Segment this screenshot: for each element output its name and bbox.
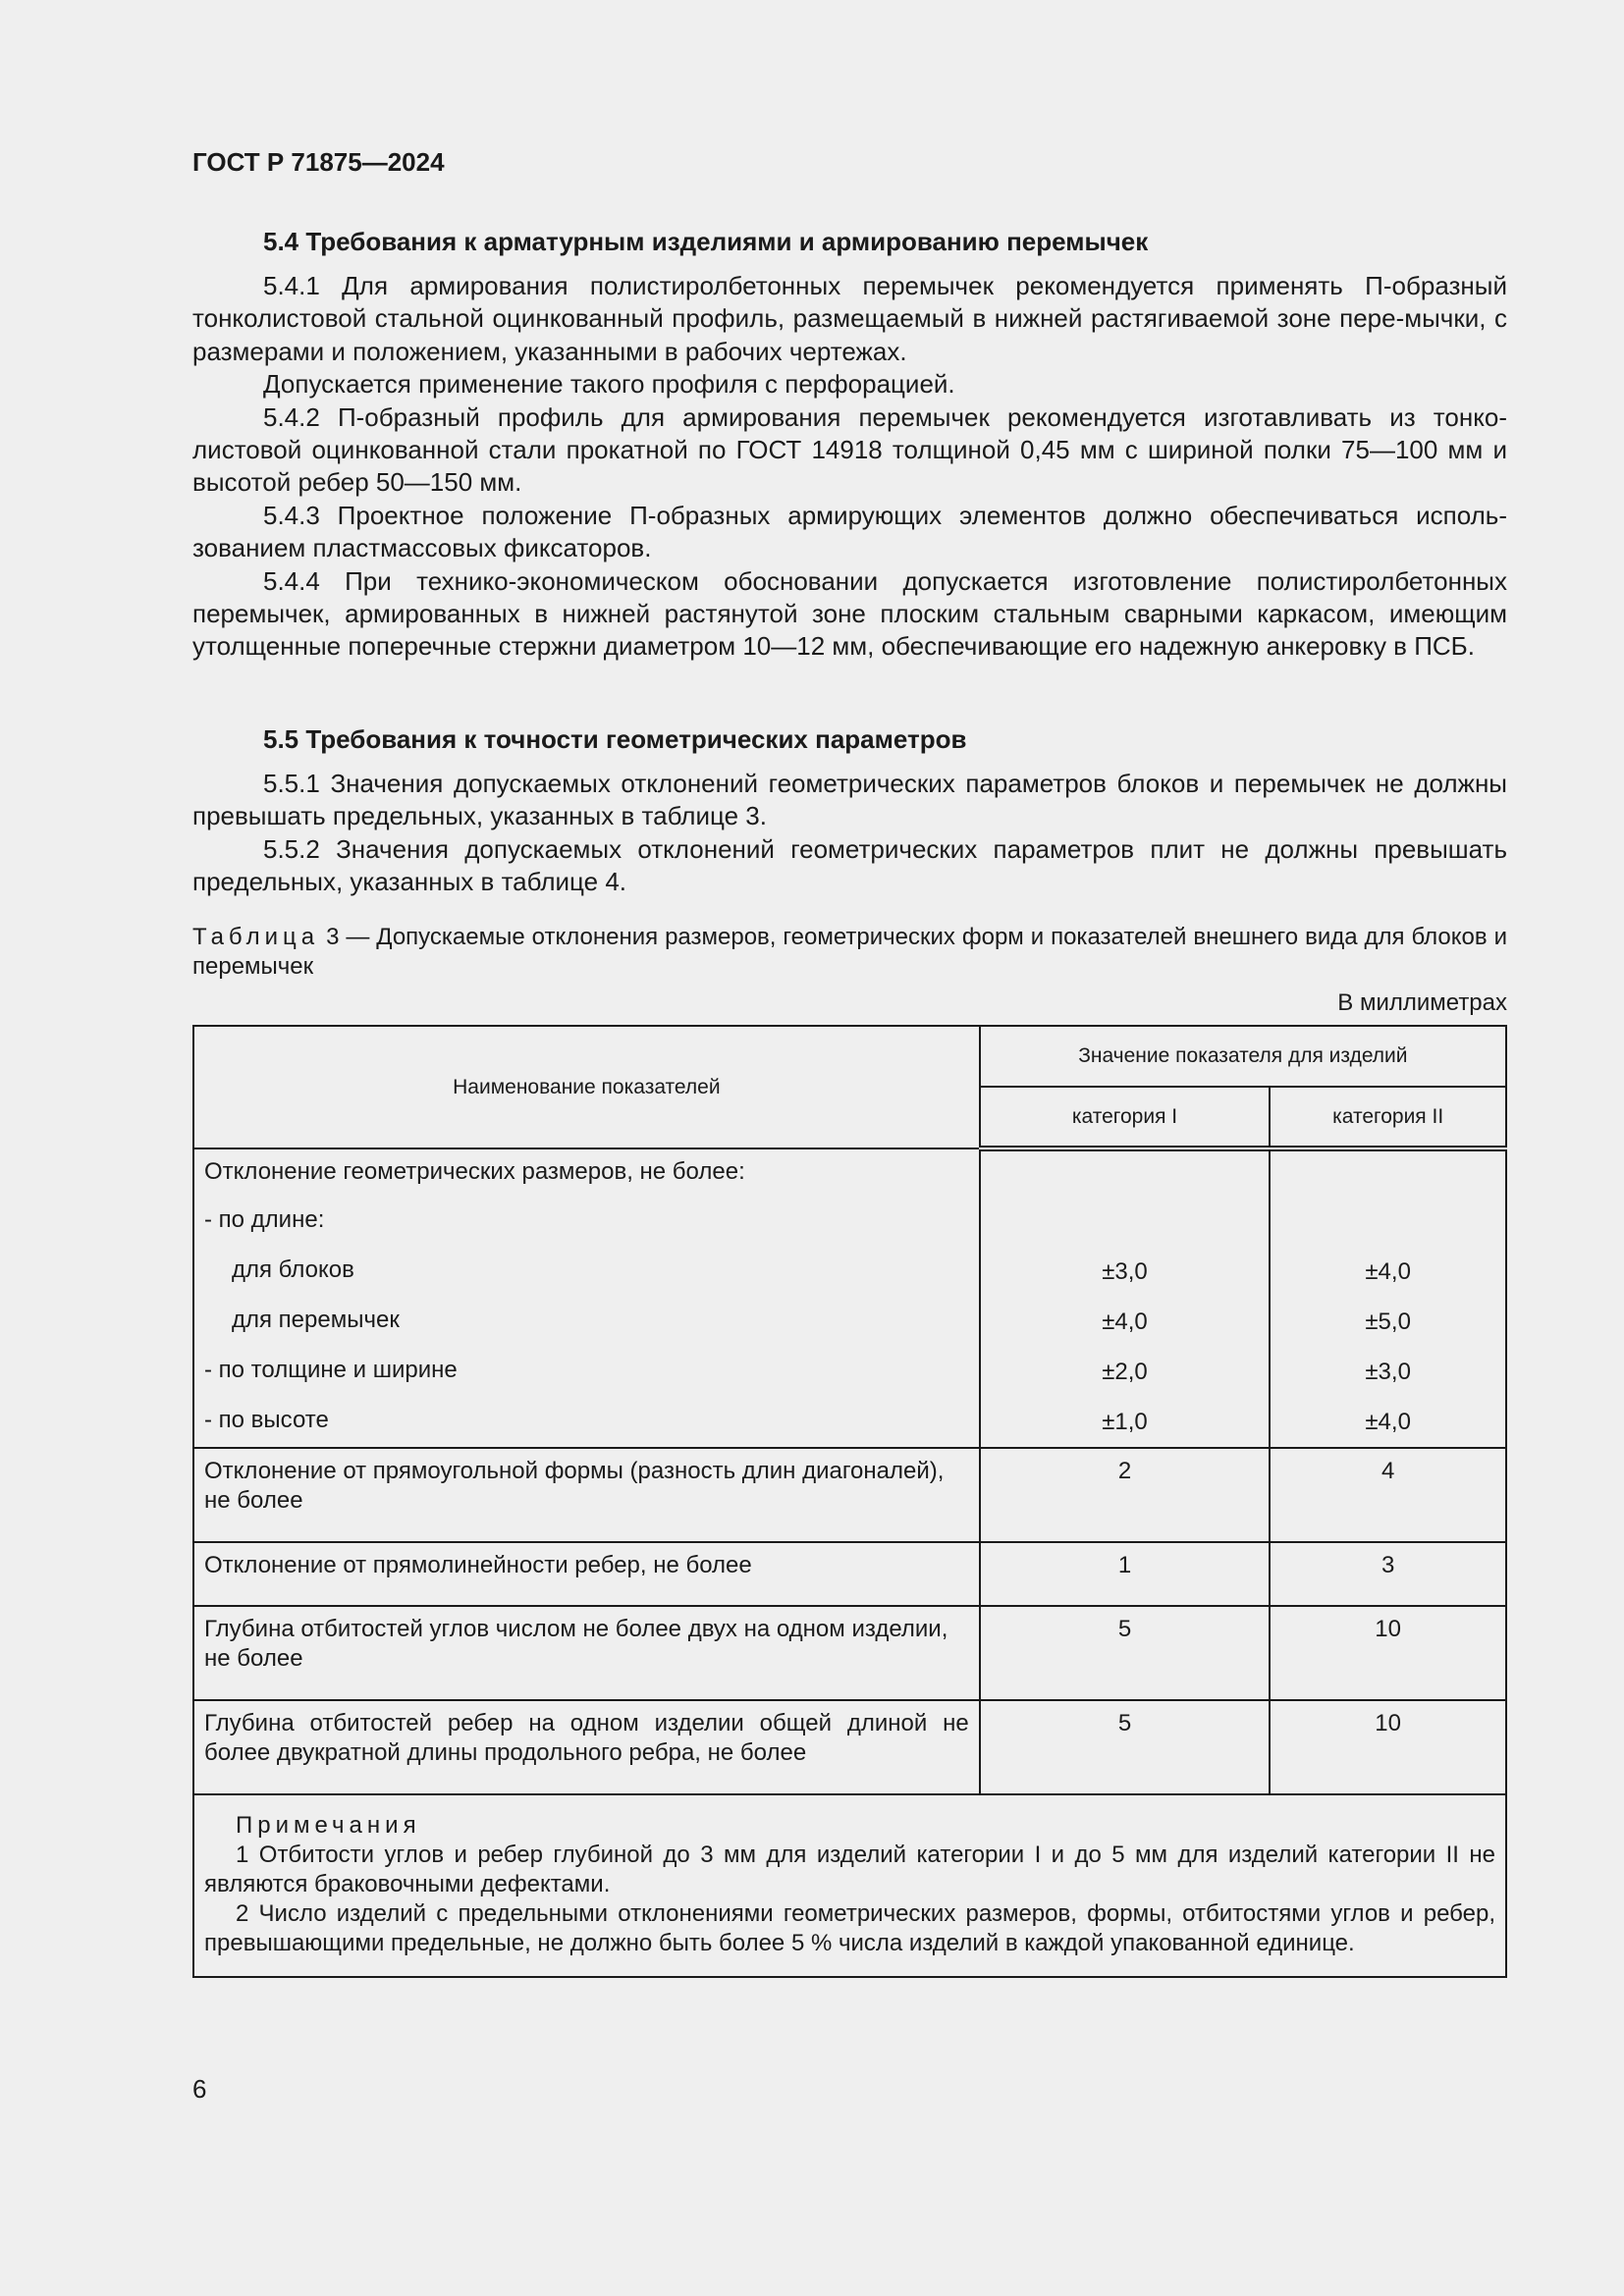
height-cat1: ±1,0 (1102, 1409, 1148, 1435)
section-5-5-title: 5.5 Требования к точности геометрических параметров (263, 724, 967, 754)
row-cat1-value: 1 (980, 1542, 1271, 1606)
height-cat2: ±4,0 (1365, 1409, 1411, 1435)
header-category-1: категория I (980, 1087, 1271, 1148)
table-caption-text: 3 — Допускаемые отклонения размеров, геометрических форм и показателей внешнего вида для блоков и перемычек (192, 924, 1507, 980)
row-dimension-deviation-name (193, 1148, 980, 1448)
lintels-label: для перемычек (232, 1307, 400, 1333)
row-cat1-value: 2 (980, 1448, 1271, 1542)
row-name: Отклонение от прямоугольной формы (разность длин диагоналей), не более (193, 1448, 980, 1542)
row-cat1-value: 5 (980, 1606, 1271, 1700)
table-row (193, 1542, 1506, 1606)
row-dimension-deviation-cat1 (980, 1148, 1271, 1448)
blocks-label: для блоков (232, 1256, 354, 1283)
table-row (193, 1148, 1506, 1448)
blocks-cat1: ±3,0 (1102, 1258, 1148, 1285)
section-5-4 (192, 225, 1507, 664)
table-notes (193, 1794, 1506, 1977)
lintels-cat2: ±5,0 (1365, 1308, 1411, 1335)
table-notes-row (193, 1794, 1506, 1977)
notes-title: Примечания (236, 1812, 421, 1839)
paragraph-5-5-1: 5.5.1 Значения допускаемых отклонений геометрических параметров блоков и перемычек не должны превышать предельных, указанных в таблице 3. (192, 769, 1507, 831)
paragraph-5-4-2: 5.4.2 П-образный профиль для армирования перемычек рекомендуется изготавливать из тонко-листовой оцинкованной стали прокатной по ГОСТ 14918 толщиной 0,45 мм с шириной полки 75—100 мм и высотой ребер 50—150 мм. (192, 401, 1507, 498)
header-name-column: Наименование показателей (193, 1026, 980, 1148)
document-page (192, 0, 1507, 2296)
height-label: - по высоте (204, 1407, 329, 1433)
row-dimension-deviation-cat2 (1270, 1148, 1506, 1448)
table-row (193, 1606, 1506, 1700)
page-number: 6 (192, 2074, 207, 2104)
document-header: ГОСТ Р 71875—2024 (192, 147, 445, 177)
row-cat2-value: 4 (1270, 1448, 1506, 1542)
paragraph-5-4-1: 5.4.1 Для армирования полистиролбетонных перемычек рекомендуется применять П-образный тонколистовой стальной оцинкованный профиль, размещаемый в нижней растягиваемой зоне пере-мычки, с размерами и положением, указанными в рабочих чертежах. (192, 271, 1507, 366)
row-cat1-value: 5 (980, 1700, 1271, 1794)
thickness-width-label: - по толщине и ширине (204, 1357, 458, 1383)
note-2: 2 Число изделий с предельными отклонениями геометрических размеров, формы, отбитостями углов и ребер, превышающими предельные, не должно быть более 5 % числа изделий в каждой упакованной единице. (204, 1900, 1495, 1956)
table-row (193, 1700, 1506, 1794)
section-5-4-title: 5.4 Требования к арматурным изделиями и армированию перемычек (263, 227, 1149, 256)
row-cat2-value: 3 (1270, 1542, 1506, 1606)
row-name: Глубина отбитостей углов числом не более двух на одном изделии, не более (193, 1606, 980, 1700)
thickness-cat1: ±2,0 (1102, 1359, 1148, 1385)
row-name: Отклонение от прямолинейности ребер, не более (193, 1542, 980, 1606)
lintels-cat1: ±4,0 (1102, 1308, 1148, 1335)
section-5-5 (192, 722, 1507, 899)
row-cat2-value: 10 (1270, 1700, 1506, 1794)
header-category-2: категория II (1270, 1087, 1506, 1148)
thickness-cat2: ±3,0 (1365, 1359, 1411, 1385)
paragraph-perforation: Допускается применение такого профиля с перфорацией. (263, 369, 955, 400)
paragraph-5-5-2: 5.5.2 Значения допускаемых отклонений геометрических параметров плит не должны превышать предельных, указанных в таблице 4. (192, 833, 1507, 897)
table-caption-label: Таблица (192, 924, 320, 950)
row-cat2-value: 10 (1270, 1606, 1506, 1700)
deviation-table (192, 1025, 1507, 1978)
table-row (193, 1448, 1506, 1542)
table-units: В миллиметрах (1337, 989, 1507, 1016)
dimension-deviation-title: Отклонение геометрических размеров, не более: (204, 1158, 745, 1185)
paragraph-5-4-3: 5.4.3 Проектное положение П-образных армирующих элементов должно обеспечиваться исполь-зованием пластмассовых фиксаторов. (192, 500, 1507, 563)
note-1: 1 Отбитости углов и ребер глубиной до 3 мм для изделий категории I и до 5 мм для изделий категории II не являются браковочными дефектами. (204, 1842, 1495, 1897)
header-value-group: Значение показателя для изделий (980, 1026, 1506, 1087)
table-caption (192, 923, 1507, 982)
paragraph-5-4-4: 5.4.4 При технико-экономическом обосновании допускается изготовление полистиролбетонных перемычек, армированных в нижней растянутой зоне плоским стальным сварными каркасом, имеющим утолщенные поперечные стержни диаметром 10—12 мм, обеспечивающие его надежную анкеровку в ПСБ. (192, 565, 1507, 662)
blocks-cat2: ±4,0 (1365, 1258, 1411, 1285)
row-name: Глубина отбитостей ребер на одном изделии общей длиной не более двукратной длины продольного ребра, не более (193, 1700, 980, 1794)
length-label: - по длине: (204, 1206, 325, 1233)
